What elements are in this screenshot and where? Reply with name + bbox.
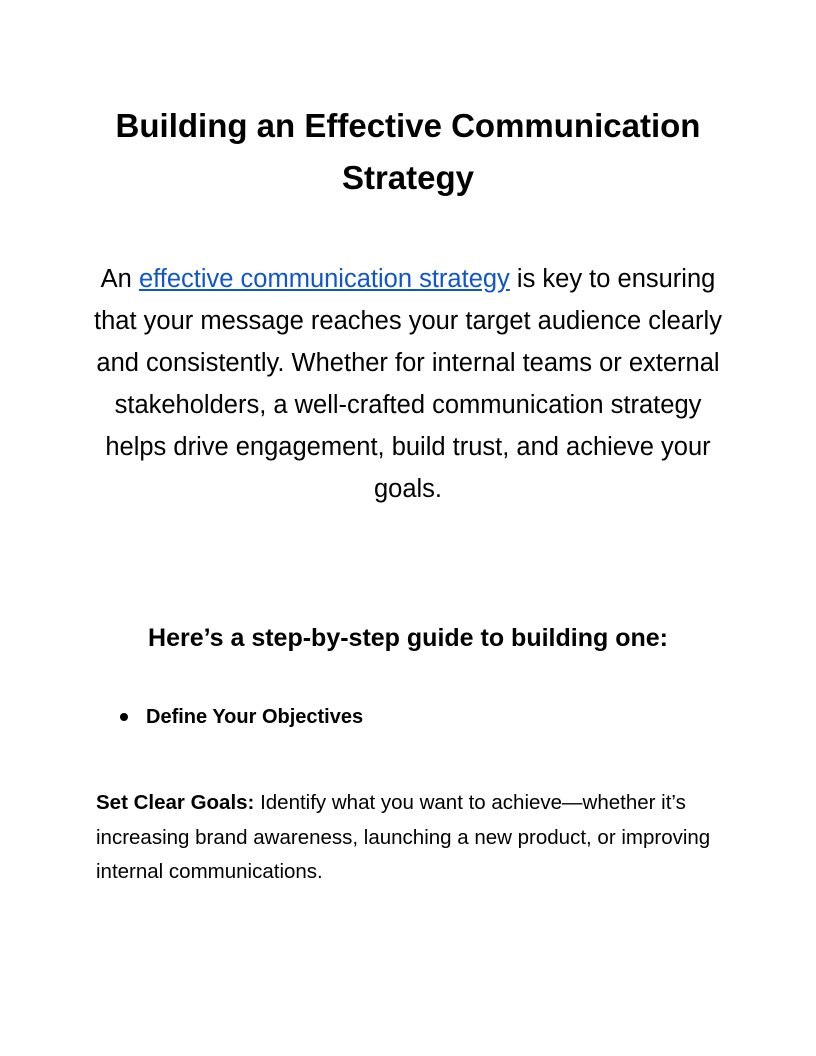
goals-label: Set Clear Goals: bbox=[96, 791, 255, 814]
intro-paragraph bbox=[84, 258, 732, 510]
intro-suffix: is key to ensuring that your message reaches your target audience clearly and consistently. Whether for internal teams or external stakeholders, a well-crafted communication strategy helps drive engagement, build trust, and achieve your goals. bbox=[94, 265, 722, 503]
strategy-link[interactable]: effective communication strategy bbox=[138, 265, 510, 293]
bullet-icon bbox=[120, 713, 128, 721]
steps-list bbox=[118, 702, 363, 732]
list-item bbox=[118, 702, 363, 732]
goals-text: Identify what you want to achieve—whether it’s increasing brand awareness, launching a new product, or improving internal communications. bbox=[96, 791, 711, 883]
goals-paragraph bbox=[96, 786, 716, 890]
step-label: Define Your Objectives bbox=[146, 706, 364, 728]
intro-prefix: An bbox=[100, 265, 139, 293]
guide-subheading: Here’s a step-by-step guide to building one: bbox=[148, 624, 668, 652]
page-title: Building an Effective Communication Strategy bbox=[115, 107, 701, 196]
